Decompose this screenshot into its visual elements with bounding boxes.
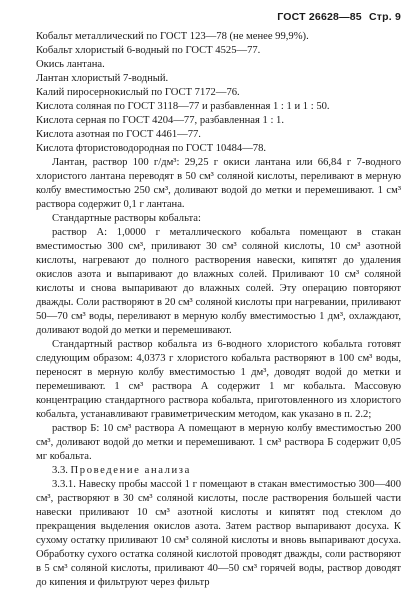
section-heading [36, 464, 401, 478]
page-header [36, 10, 401, 30]
solution-a-paragraph: раствор А: 1,0000 г металлического кобальта помещают в стакан вместимостью 300 см³, приливают 30 см³ соляной кислоты, 10 см³ азотной кислоты, нагревают до полного растворения навески, кипятят до удаления окислов азота и выпаривают до влажных солей. Приливают 10 см³ соляной кислоты и снова выпаривают до влажных солей. Эту операцию повторяют дважды. Соли растворяют в 20 см³ соляной кислоты при нагревании, приливают 50—70 см³ воды, переливают в мерную колбу вместимостью 1 дм³, охлаждают, доливают водой до метки и перемешивают. [36, 227, 401, 336]
section-number: 3.3. [52, 465, 68, 476]
step-3-3-1-paragraph: 3.3.1. Навеску пробы массой 1 г помещают в стакан вместимостью 300—400 см³, растворяют в 30 см³ соляной кислоты, после растворения большей части навески приливают 10 см³ азотной кислоты и кипятят под стеклом до прекращения выделения окислов азота. Затем раствор выпаривают досуха. К сухому остатку приливают 10 см³ соляной кислоты и вновь выпаривают досуха. Обработку сухого остатка соляной кислотой проводят дважды, соли растворяют в 5 см³ соляной кислоты, приливают 40—50 см³ горячей воды, раствор доводят до кипения и фильтруют через фильтр [36, 479, 401, 588]
standard-solutions-heading: Стандартные растворы кобальта: [52, 213, 201, 224]
reagent-item: Кислота соляная по ГОСТ 3118—77 и разбавленная 1 : 1 и 1 : 50. [36, 101, 330, 112]
alt-standard-paragraph: Стандартный раствор кобальта из 6-водного хлористого кобальта готовят следующим образом: 4,0373 г хлористого кобальта растворяют в 100 см³ воды, переносят в мерную колбу вместимостью 1 дм³, доводят водой до метки и перемешивают. 1 см³ раствора А содержит 1 мг кобальта. Массовую концентрацию стандартного раствора кобальта, приготовленного из хлористого кобальта, устанавливают гравиметрическим методом, как указано в п. 2.2; [36, 339, 401, 420]
section-title: Проведение анализа [70, 465, 191, 476]
reagent-item: Кислота фтористоводородная по ГОСТ 10484—78. [36, 143, 267, 154]
reagent-list [36, 30, 401, 156]
reagent-item: Кислота азотная по ГОСТ 4461—77. [36, 129, 201, 140]
reagent-item: Кобальт хлористый 6-водный по ГОСТ 4525—77. [36, 45, 261, 56]
reagent-item: Кислота серная по ГОСТ 4204—77, разбавленная 1 : 1. [36, 115, 284, 126]
solution-b-paragraph: раствор Б: 10 см³ раствора А помещают в мерную колбу вместимостью 200 см³, доливают водой до метки и перемешивают. 1 см³ раствора Б содержит 0,05 мг кобальта. [36, 423, 401, 462]
reagent-item: Калий пиросернокислый по ГОСТ 7172—76. [36, 87, 240, 98]
reagent-item: Лантан хлористый 7-водный. [36, 73, 169, 84]
standard-number: ГОСТ 26628—85 [277, 11, 362, 23]
lanthanum-solution-paragraph: Лантан, раствор 100 г/дм³: 29,25 г окиси лантана или 66,84 г 7-водного хлористого лантана переводят в 50 см³ соляной кислоты, переливают в мерную колбу вместимостью 250 см³, доливают водой до метки и перемешивают. 1 см³ раствора содержит 0,1 г лантана. [36, 157, 401, 210]
page-number: Стр. 9 [368, 11, 401, 23]
reagent-item: Кобальт металлический по ГОСТ 123—78 (не менее 99,9%). [36, 31, 309, 42]
reagent-item: Окись лантана. [36, 59, 105, 70]
